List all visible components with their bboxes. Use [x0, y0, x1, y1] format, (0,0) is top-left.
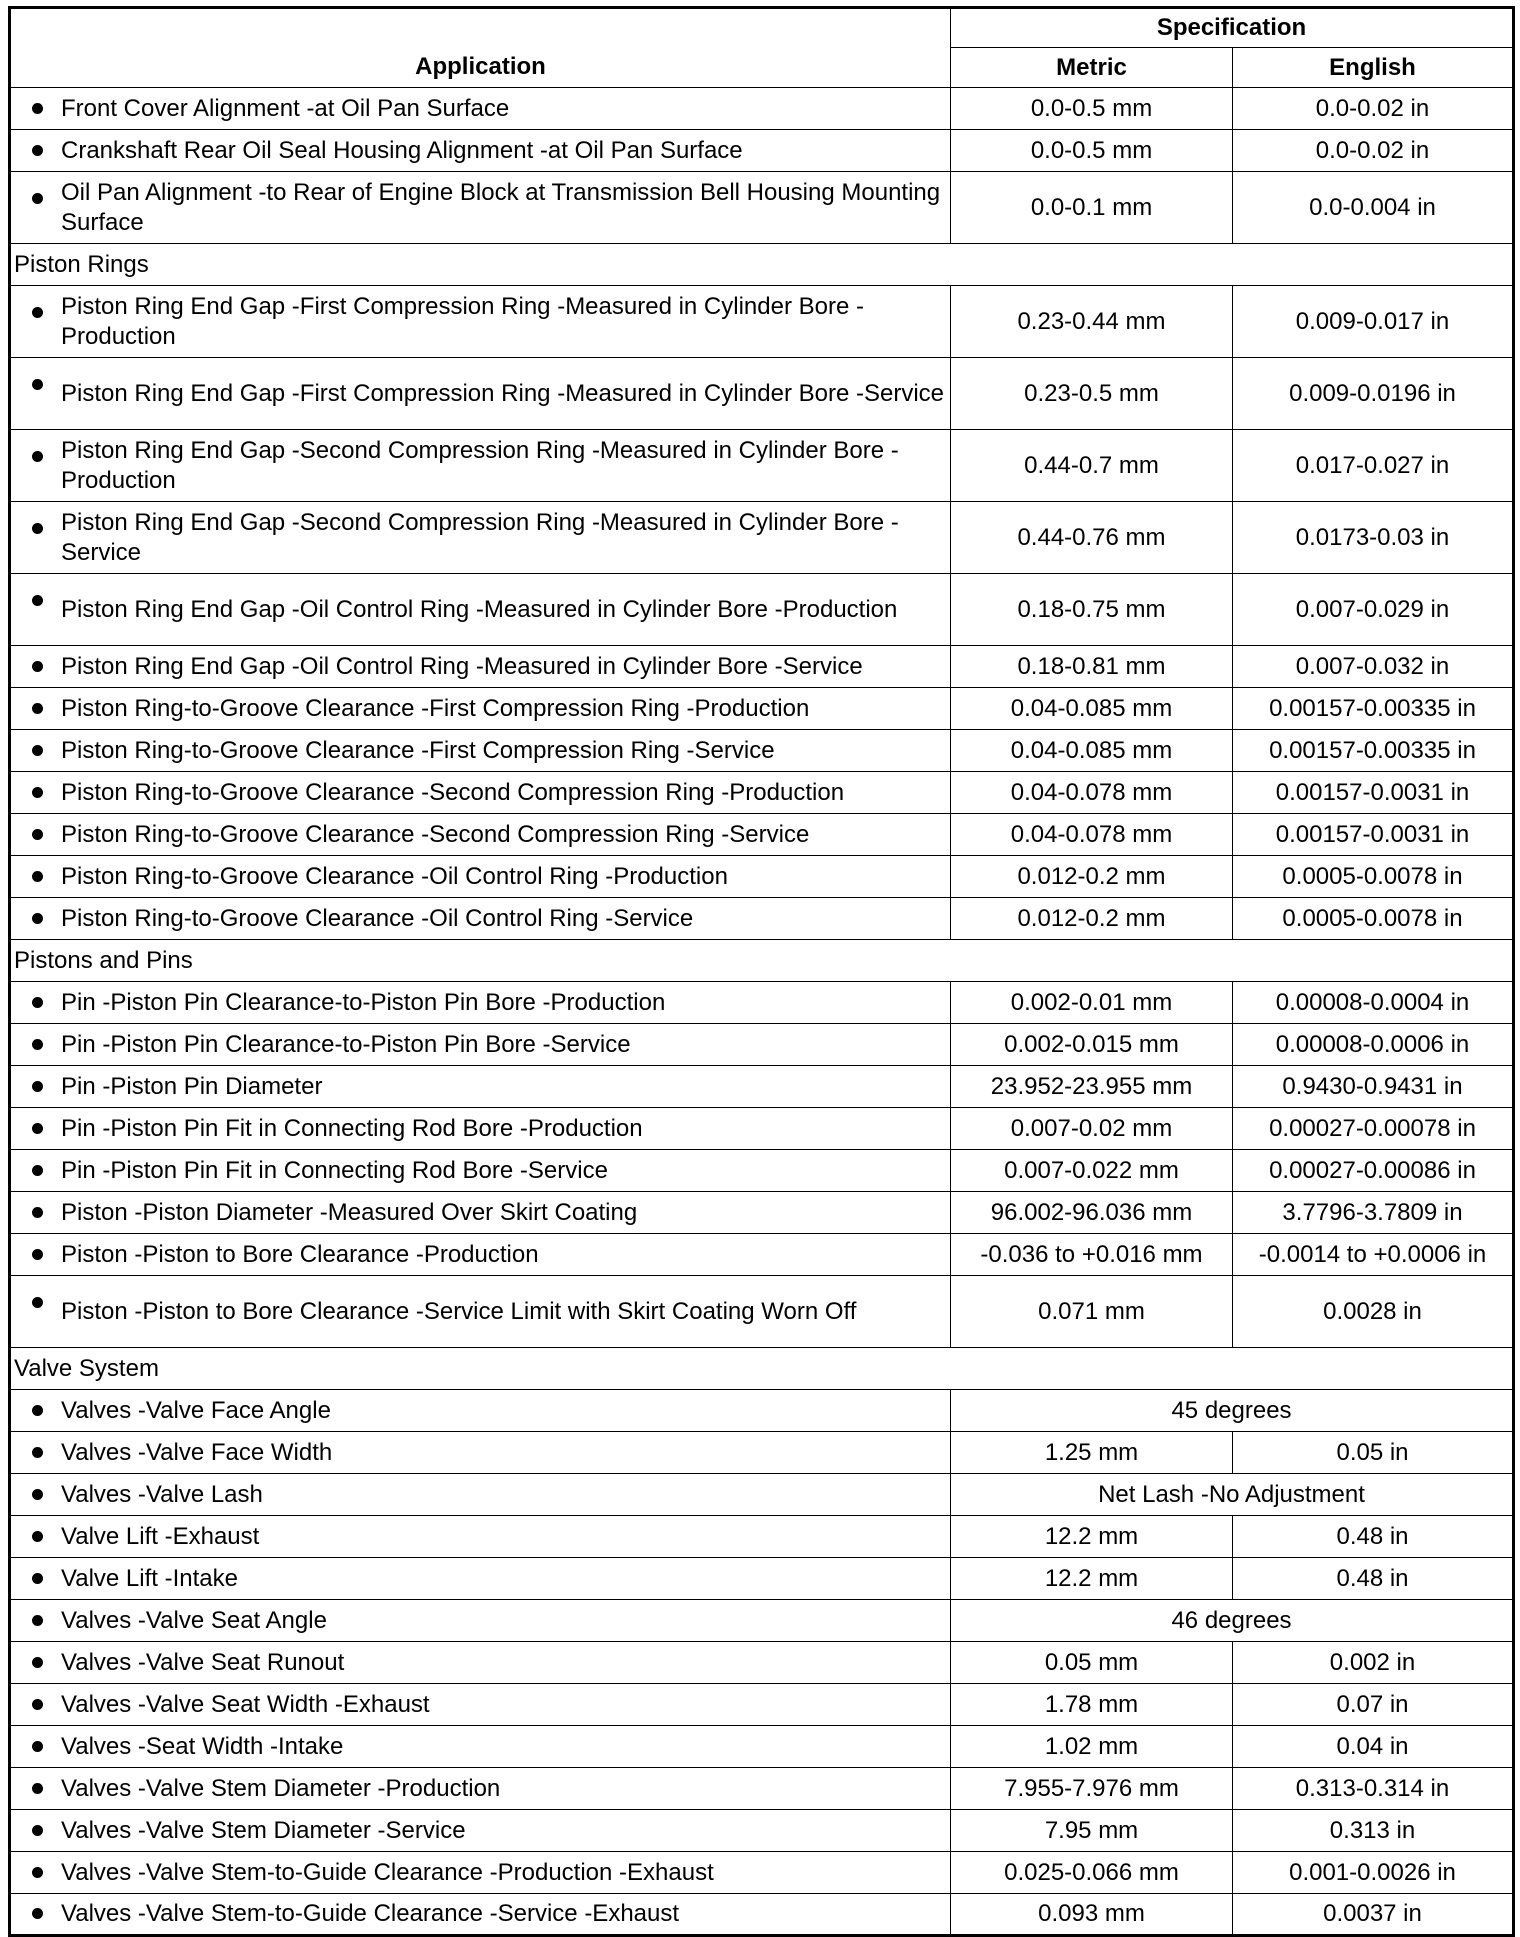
section-row — [10, 940, 1514, 982]
specification-table — [8, 6, 1515, 1937]
metric-cell: 0.012-0.2 mm — [951, 898, 1233, 940]
table-row — [10, 286, 1514, 358]
metric-cell: 0.18-0.81 mm — [951, 646, 1233, 688]
english-cell: 0.00157-0.00335 in — [1233, 688, 1514, 730]
application-cell: Valve Lift -Exhaust — [10, 1516, 951, 1558]
metric-cell: 0.04-0.078 mm — [951, 814, 1233, 856]
application-cell: Valves -Valve Face Angle — [10, 1390, 951, 1432]
metric-cell: 0.012-0.2 mm — [951, 856, 1233, 898]
english-cell: 0.007-0.029 in — [1233, 574, 1514, 646]
metric-cell: 1.02 mm — [951, 1726, 1233, 1768]
application-cell: Valves -Valve Face Width — [10, 1432, 951, 1474]
section-row — [10, 244, 1514, 286]
table-row — [10, 1600, 1514, 1642]
table-row — [10, 1474, 1514, 1516]
application-cell: Piston -Piston Diameter -Measured Over Skirt Coating — [10, 1192, 951, 1234]
english-cell: 0.001-0.0026 in — [1233, 1852, 1514, 1894]
table-row — [10, 856, 1514, 898]
table-row — [10, 1558, 1514, 1600]
table-row — [10, 1810, 1514, 1852]
table-row — [10, 1642, 1514, 1684]
metric-cell: 7.95 mm — [951, 1810, 1233, 1852]
application-cell: Pin -Piston Pin Fit in Connecting Rod Bore -Service — [10, 1150, 951, 1192]
english-cell: 0.009-0.0196 in — [1233, 358, 1514, 430]
english-cell: 0.00157-0.00335 in — [1233, 730, 1514, 772]
table-row — [10, 1852, 1514, 1894]
table-row — [10, 1768, 1514, 1810]
english-cell: -0.0014 to +0.0006 in — [1233, 1234, 1514, 1276]
table-row — [10, 1432, 1514, 1474]
application-cell: Valves -Valve Seat Angle — [10, 1600, 951, 1642]
table-row — [10, 358, 1514, 430]
english-cell: 0.00157-0.0031 in — [1233, 814, 1514, 856]
metric-header: Metric — [951, 48, 1233, 88]
application-cell: Piston -Piston to Bore Clearance -Production — [10, 1234, 951, 1276]
table-row — [10, 430, 1514, 502]
application-cell: Pin -Piston Pin Diameter — [10, 1066, 951, 1108]
english-header: English — [1233, 48, 1514, 88]
metric-cell: -0.036 to +0.016 mm — [951, 1234, 1233, 1276]
english-cell: 0.0-0.02 in — [1233, 130, 1514, 172]
application-cell: Valves -Valve Seat Runout — [10, 1642, 951, 1684]
application-cell: Valves -Valve Stem-to-Guide Clearance -Service -Exhaust — [10, 1894, 951, 1936]
table-row — [10, 982, 1514, 1024]
metric-cell: 0.23-0.5 mm — [951, 358, 1233, 430]
table-row — [10, 646, 1514, 688]
table-row — [10, 1516, 1514, 1558]
application-cell: Valves -Valve Lash — [10, 1474, 951, 1516]
metric-cell: 0.002-0.015 mm — [951, 1024, 1233, 1066]
section-title: Pistons and Pins — [10, 940, 1514, 982]
application-cell: Crankshaft Rear Oil Seal Housing Alignment -at Oil Pan Surface — [10, 130, 951, 172]
application-cell: Piston Ring-to-Groove Clearance -Oil Control Ring -Production — [10, 856, 951, 898]
english-cell: 0.0-0.02 in — [1233, 88, 1514, 130]
application-cell: Piston Ring End Gap -Second Compression Ring -Measured in Cylinder Bore -Service — [10, 502, 951, 574]
application-cell: Oil Pan Alignment -to Rear of Engine Block at Transmission Bell Housing Mounting Surface — [10, 172, 951, 244]
english-cell: 0.07 in — [1233, 1684, 1514, 1726]
english-cell: 0.017-0.027 in — [1233, 430, 1514, 502]
english-cell: 0.9430-0.9431 in — [1233, 1066, 1514, 1108]
english-cell: 0.48 in — [1233, 1516, 1514, 1558]
metric-cell: 12.2 mm — [951, 1516, 1233, 1558]
table-row — [10, 688, 1514, 730]
application-cell: Piston Ring-to-Groove Clearance -First Compression Ring -Service — [10, 730, 951, 772]
application-cell: Pin -Piston Pin Fit in Connecting Rod Bore -Production — [10, 1108, 951, 1150]
table-row — [10, 1192, 1514, 1234]
metric-cell: 0.093 mm — [951, 1894, 1233, 1936]
metric-cell: 0.18-0.75 mm — [951, 574, 1233, 646]
english-cell: 0.00027-0.00078 in — [1233, 1108, 1514, 1150]
application-cell: Piston Ring End Gap -First Compression Ring -Measured in Cylinder Bore -Service — [10, 358, 951, 430]
metric-cell: 0.04-0.078 mm — [951, 772, 1233, 814]
metric-cell: 0.007-0.022 mm — [951, 1150, 1233, 1192]
application-cell: Pin -Piston Pin Clearance-to-Piston Pin Bore -Production — [10, 982, 951, 1024]
application-cell: Piston Ring-to-Groove Clearance -First Compression Ring -Production — [10, 688, 951, 730]
table-row — [10, 730, 1514, 772]
table-row — [10, 1234, 1514, 1276]
application-cell: Valves -Seat Width -Intake — [10, 1726, 951, 1768]
english-cell: 0.0-0.004 in — [1233, 172, 1514, 244]
table-row — [10, 130, 1514, 172]
table-row — [10, 772, 1514, 814]
application-cell: Valves -Valve Stem Diameter -Production — [10, 1768, 951, 1810]
english-cell: 0.0037 in — [1233, 1894, 1514, 1936]
application-cell: Piston Ring End Gap -Oil Control Ring -Measured in Cylinder Bore -Service — [10, 646, 951, 688]
application-cell: Valves -Valve Stem Diameter -Service — [10, 1810, 951, 1852]
english-cell: 0.00027-0.00086 in — [1233, 1150, 1514, 1192]
application-header: Application — [10, 8, 951, 88]
metric-cell: 7.955-7.976 mm — [951, 1768, 1233, 1810]
table-row — [10, 172, 1514, 244]
specification-header: Specification — [951, 8, 1514, 48]
english-cell: 0.05 in — [1233, 1432, 1514, 1474]
table-row — [10, 1276, 1514, 1348]
section-row — [10, 1348, 1514, 1390]
section-title: Valve System — [10, 1348, 1514, 1390]
english-cell: 0.009-0.017 in — [1233, 286, 1514, 358]
section-title: Piston Rings — [10, 244, 1514, 286]
table-row — [10, 1684, 1514, 1726]
application-cell: Valves -Valve Seat Width -Exhaust — [10, 1684, 951, 1726]
application-cell: Piston Ring-to-Groove Clearance -Second Compression Ring -Production — [10, 772, 951, 814]
metric-cell: 23.952-23.955 mm — [951, 1066, 1233, 1108]
table-row — [10, 1066, 1514, 1108]
metric-cell: 0.071 mm — [951, 1276, 1233, 1348]
application-cell: Pin -Piston Pin Clearance-to-Piston Pin Bore -Service — [10, 1024, 951, 1066]
table-row — [10, 898, 1514, 940]
metric-cell: 0.002-0.01 mm — [951, 982, 1233, 1024]
metric-cell: 0.44-0.76 mm — [951, 502, 1233, 574]
table-row — [10, 1390, 1514, 1432]
english-cell: 3.7796-3.7809 in — [1233, 1192, 1514, 1234]
application-cell: Piston Ring-to-Groove Clearance -Second Compression Ring -Service — [10, 814, 951, 856]
table-row — [10, 1024, 1514, 1066]
table-body — [10, 88, 1514, 1936]
metric-cell: 0.0-0.5 mm — [951, 88, 1233, 130]
application-cell: Valve Lift -Intake — [10, 1558, 951, 1600]
metric-cell: 12.2 mm — [951, 1558, 1233, 1600]
english-cell: 0.0005-0.0078 in — [1233, 856, 1514, 898]
metric-cell: 0.007-0.02 mm — [951, 1108, 1233, 1150]
table-row — [10, 502, 1514, 574]
application-cell: Front Cover Alignment -at Oil Pan Surface — [10, 88, 951, 130]
metric-cell: 1.78 mm — [951, 1684, 1233, 1726]
metric-cell: 0.04-0.085 mm — [951, 730, 1233, 772]
combined-spec-cell: 46 degrees — [951, 1600, 1514, 1642]
table-row — [10, 1726, 1514, 1768]
metric-cell: 0.05 mm — [951, 1642, 1233, 1684]
metric-cell: 0.44-0.7 mm — [951, 430, 1233, 502]
english-cell: 0.007-0.032 in — [1233, 646, 1514, 688]
english-cell: 0.00157-0.0031 in — [1233, 772, 1514, 814]
combined-spec-cell: 45 degrees — [951, 1390, 1514, 1432]
table-row — [10, 814, 1514, 856]
table-row — [10, 1108, 1514, 1150]
application-cell: Piston -Piston to Bore Clearance -Service Limit with Skirt Coating Worn Off — [10, 1276, 951, 1348]
application-cell: Piston Ring End Gap -Oil Control Ring -Measured in Cylinder Bore -Production — [10, 574, 951, 646]
table-row — [10, 574, 1514, 646]
table-row — [10, 1150, 1514, 1192]
english-cell: 0.0173-0.03 in — [1233, 502, 1514, 574]
english-cell: 0.313-0.314 in — [1233, 1768, 1514, 1810]
metric-cell: 96.002-96.036 mm — [951, 1192, 1233, 1234]
application-cell: Valves -Valve Stem-to-Guide Clearance -Production -Exhaust — [10, 1852, 951, 1894]
english-cell: 0.0005-0.0078 in — [1233, 898, 1514, 940]
table-row — [10, 88, 1514, 130]
metric-cell: 0.025-0.066 mm — [951, 1852, 1233, 1894]
combined-spec-cell: Net Lash -No Adjustment — [951, 1474, 1514, 1516]
english-cell: 0.002 in — [1233, 1642, 1514, 1684]
metric-cell: 0.23-0.44 mm — [951, 286, 1233, 358]
english-cell: 0.00008-0.0006 in — [1233, 1024, 1514, 1066]
metric-cell: 0.0-0.1 mm — [951, 172, 1233, 244]
application-cell: Piston Ring End Gap -First Compression Ring -Measured in Cylinder Bore -Production — [10, 286, 951, 358]
metric-cell: 0.04-0.085 mm — [951, 688, 1233, 730]
application-cell: Piston Ring End Gap -Second Compression Ring -Measured in Cylinder Bore -Production — [10, 430, 951, 502]
english-cell: 0.00008-0.0004 in — [1233, 982, 1514, 1024]
application-cell: Piston Ring-to-Groove Clearance -Oil Control Ring -Service — [10, 898, 951, 940]
english-cell: 0.313 in — [1233, 1810, 1514, 1852]
english-cell: 0.04 in — [1233, 1726, 1514, 1768]
english-cell: 0.0028 in — [1233, 1276, 1514, 1348]
metric-cell: 1.25 mm — [951, 1432, 1233, 1474]
english-cell: 0.48 in — [1233, 1558, 1514, 1600]
metric-cell: 0.0-0.5 mm — [951, 130, 1233, 172]
